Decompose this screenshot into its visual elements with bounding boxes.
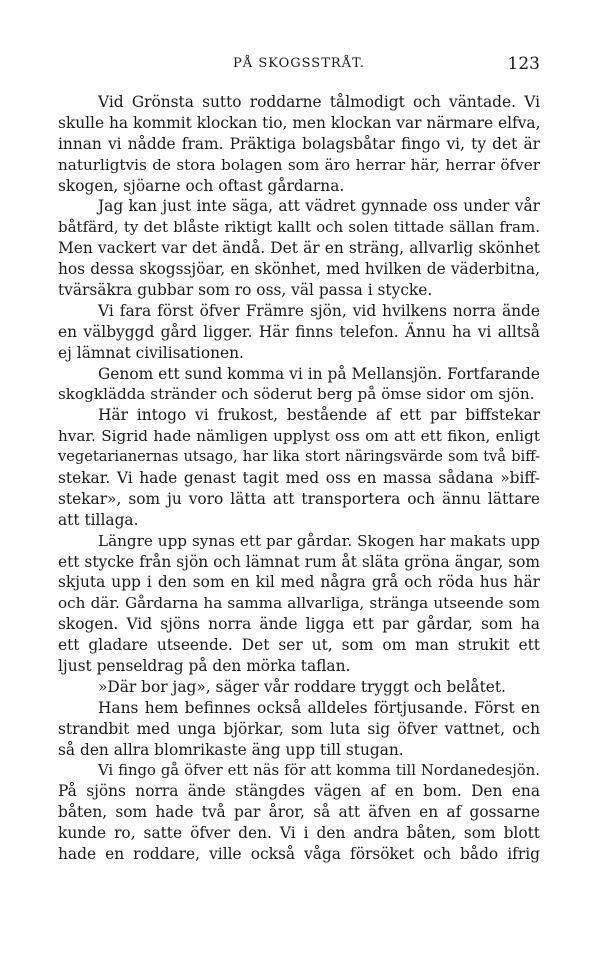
page-number: 123: [507, 54, 540, 74]
text-line: Men vackert var det ändå. Det är en sträng, allvarlig skönhet: [58, 239, 540, 258]
text-line: skjuta upp i den som en kil med några grå och röda hus här: [58, 573, 540, 592]
text-line: en välbyggd gård ligger. Här finns telefon. Ännu ha vi alltså: [58, 322, 540, 341]
running-title: PÅ SKOGSSTRÅT.: [233, 56, 365, 71]
text-line: ett gladare utseende. Det ser ut, som om man strukit ett: [58, 636, 540, 655]
text-line: ljust penseldrag på den mörka taflan.: [58, 657, 351, 676]
text-line: Längre upp synas ett par gårdar. Skogen har makats upp: [98, 531, 540, 550]
text-line: »Där bor jag», säger vår roddare tryggt och belåtet.: [98, 677, 506, 696]
text-line: stekar. Vi hade genast tagit med oss en massa sådana »biff-: [58, 469, 540, 488]
text-line: kunde ro, satte öfver den. Vi i den andra båten, som blott: [58, 824, 540, 843]
text-line: båtfärd, ty det blåste riktigt kallt och solen tittade sällan fram.: [58, 218, 540, 237]
text-line: skulle ha kommit klockan tio, men klockan var närmare elfva,: [58, 113, 541, 132]
text-line: tvärsäkra gubbar som ro oss, väl passa i stycke.: [58, 281, 433, 300]
text-line: Vi fingo gå öfver ett näs för att komma till Nordanedesjön.: [98, 761, 540, 779]
text-line: Hans hem befinnes också alldeles förtjusande. Först en: [98, 698, 540, 717]
text-line: skogen. Vid sjöns norra ände ligga ett par gårdar, som ha: [58, 615, 540, 634]
text-line: Genom ett sund komma vi in på Mellansjön. Fortfarande: [98, 364, 540, 383]
text-line: Här intogo vi frukost, bestående af ett par biffstekar: [98, 406, 540, 425]
running-head: [58, 56, 540, 80]
text-line: ett stycke från sjön och lämnat rum åt släta gröna ängar, som: [58, 552, 540, 571]
text-line: så den allra blomrikaste äng upp till stugan.: [58, 740, 404, 759]
text-line: vegetarianernas utsago, har lika stort näringsvärde som två biff-: [58, 448, 540, 466]
text-line: Vi fara först öfver Främre sjön, vid hvilkens norra ände: [98, 301, 540, 320]
text-line: hade en roddare, ville också våga försöket och bådo ifrig: [58, 845, 540, 864]
text-line: båten, som hade två par åror, så att äfven en af gossarne: [58, 803, 540, 822]
text-line: ej lämnat civilisationen.: [58, 343, 244, 362]
text-line: skogen, sjöarne och oftast gårdarna.: [58, 176, 345, 195]
text-line: hvar. Sigrid hade nämligen upplyst oss om att ett fikon, enligt: [58, 427, 540, 446]
text-line: och där. Gårdarna ha samma allvarliga, stränga utseende som: [58, 594, 540, 613]
text-line: naturligtvis de stora bolagen som äro herrar här, herrar öfver: [58, 155, 540, 174]
text-line: Jag kan just inte säga, att vädret gynnade oss under vår: [98, 197, 540, 216]
text-line: att tillaga.: [58, 510, 139, 529]
text-line: skogklädda stränder och söderut berg på ömse sidor om sjön.: [58, 385, 535, 404]
text-line: stekar», som ju voro lätta att transportera och ännu lättare: [58, 489, 540, 508]
text-line: innan vi nådde fram. Präktiga bolagsbåtar fingo vi, ty det är: [58, 134, 540, 153]
text-line: strandbit med unga björkar, som luta sig öfver vattnet, och: [58, 719, 540, 738]
body-text: [58, 92, 540, 865]
text-line: Vid Grönsta sutto roddarne tålmodigt och väntade. Vi: [98, 93, 540, 111]
text-line: På sjöns norra ände stängdes vägen af en bom. Den ena: [58, 782, 540, 801]
text-line: hos dessa skogssjöar, en skönhet, med hvilken de väderbitna,: [58, 260, 540, 279]
